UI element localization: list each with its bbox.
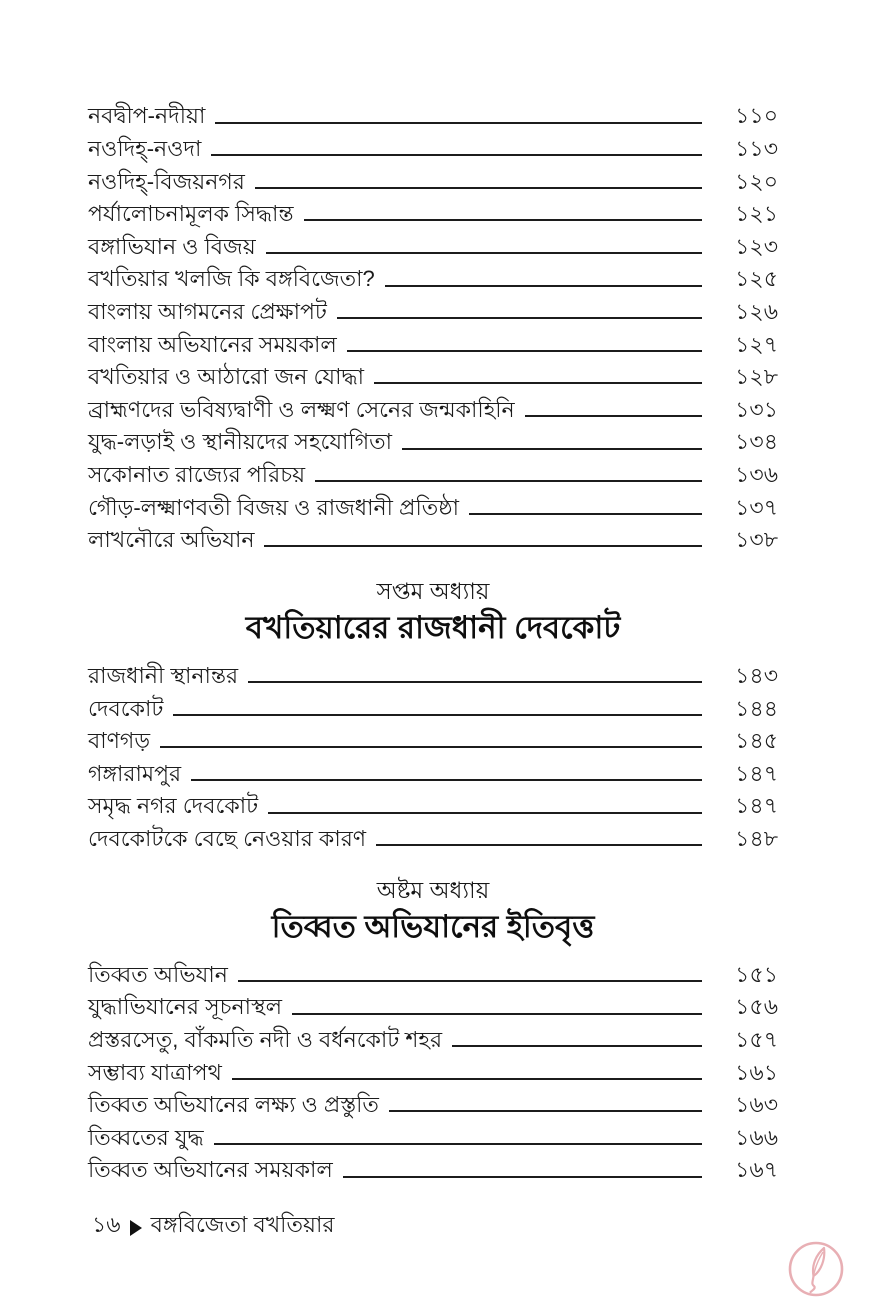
toc-entry-page-number: ১৪৩ [735, 662, 778, 688]
toc-entry-title: নওদিহ্-নওদা [88, 136, 202, 161]
toc-entry [88, 520, 778, 553]
leader-line [211, 154, 702, 156]
toc-entry-page-number: ১৪৭ [735, 760, 778, 786]
toc-entry-title: তিব্বত অভিযান [88, 961, 228, 987]
leader-line [337, 317, 702, 319]
toc-entry-page-number: ১২৬ [735, 298, 778, 324]
toc-entry-title: বাংলায় আগমনের প্রেক্ষাপট [88, 298, 327, 324]
leader-line [173, 714, 702, 716]
page-footer [92, 1208, 334, 1245]
toc-entry [88, 194, 778, 227]
toc-entry-page-number: ১৬৬ [735, 1124, 778, 1150]
toc-entry-title: দেবকোটকে বেছে নেওয়ার কারণ [88, 825, 367, 851]
leader-line [315, 480, 702, 482]
leader-line [402, 448, 702, 450]
toc-entry [88, 487, 778, 520]
toc-entry-title: প্রস্তরসেতু, বাঁকমতি নদী ও বর্ধনকোট শহর [88, 1026, 443, 1052]
toc-entry-page-number: ১৫১ [735, 961, 778, 987]
toc-entry [88, 688, 778, 721]
leader-line [191, 779, 702, 781]
toc-entry-title: সম্ভাব্য যাত্রাপথ [88, 1059, 222, 1085]
toc-entry-page-number: ১২৫ [735, 266, 778, 292]
leader-line [525, 415, 702, 417]
leader-line [385, 285, 702, 287]
toc-entry-page-number: ১২৩ [735, 233, 778, 259]
leader-line [343, 1176, 702, 1178]
leader-line [374, 382, 702, 384]
leader-line [215, 122, 702, 124]
toc-entry-page-number: ১৪৪ [735, 695, 778, 721]
toc-entry [88, 324, 778, 357]
toc-entry [88, 259, 778, 292]
leader-line [292, 1013, 702, 1015]
toc-entry [88, 1020, 778, 1053]
toc-entry-title: বখতিয়ার খলজি কি বঙ্গবিজেতা? [88, 266, 375, 292]
leader-line [268, 812, 702, 814]
toc-entry [88, 455, 778, 488]
toc-entry-title: দেবকোট [88, 695, 164, 721]
toc-entry-page-number: ১৫৭ [735, 1026, 778, 1052]
leader-line [266, 252, 702, 254]
chapter-heading [88, 877, 778, 944]
toc-entry [88, 656, 778, 689]
toc-entry-page-number: ১৬১ [735, 1059, 778, 1085]
toc-section [88, 578, 778, 851]
toc-entry-page-number: ১২৭ [735, 331, 778, 357]
leader-line [264, 545, 702, 547]
chapter-label: অষ্টম অধ্যায় [376, 877, 490, 904]
toc-entry [88, 292, 778, 325]
toc-entry-title: তিব্বতের যুদ্ধ [88, 1124, 204, 1150]
toc-entry-title: যুদ্ধাভিযানের সূচনাস্থল [88, 994, 282, 1020]
toc-entry-page-number: ১২০ [735, 168, 778, 194]
leader-line [469, 513, 702, 515]
table-of-contents [88, 96, 778, 1183]
toc-entry-title: লাখনৌরে অভিযান [88, 527, 255, 553]
toc-entry [88, 389, 778, 422]
toc-entry-page-number: ১৩৬ [735, 461, 778, 487]
toc-entry-page-number: ১৩১ [735, 396, 778, 422]
toc-entry [88, 819, 778, 852]
toc-entry-title: গৌড়-লক্ষ্মাণবতী বিজয় ও রাজধানী প্রতিষ্ঠা [88, 494, 459, 520]
toc-entry [88, 1117, 778, 1150]
toc-entry [88, 1085, 778, 1118]
chapter-label: সপ্তম অধ্যায় [376, 578, 490, 605]
toc-entry-title: নবদ্বীপ-নদীয়া [88, 103, 206, 129]
toc-rows [88, 656, 778, 852]
toc-section [88, 877, 778, 1182]
toc-entry [88, 1150, 778, 1183]
toc-entry-page-number: ১৩৭ [735, 494, 778, 520]
right-triangle-icon [130, 1220, 142, 1236]
leader-line [232, 1078, 702, 1080]
toc-entry [88, 954, 778, 987]
toc-entry-page-number: ১৩৪ [735, 429, 778, 455]
toc-entry-title: বাণগড় [88, 728, 151, 754]
toc-entry-title: বাংলায় অভিযানের সময়কাল [88, 331, 337, 357]
toc-entry [88, 161, 778, 194]
toc-entry-title: ব্রাহ্মণদের ভবিষ্যদ্বাণী ও লক্ষ্মণ সেনের জন্মকাহিনি [88, 396, 515, 422]
leader-line [389, 1110, 702, 1112]
toc-entry-page-number: ১৬৭ [735, 1157, 778, 1183]
toc-entry-title: তিব্বত অভিযানের সময়কাল [88, 1157, 333, 1183]
leader-line [304, 219, 702, 221]
footer-book-title: বঙ্গবিজেতা বখতিয়ার [150, 1212, 335, 1237]
toc-entry-title: বখতিয়ার ও আঠারো জন যোদ্ধা [88, 364, 365, 390]
toc-entry [88, 786, 778, 819]
toc-entry-page-number: ১২৮ [735, 364, 778, 390]
toc-entry-page-number: ১২১ [735, 201, 778, 227]
toc-entry [88, 721, 778, 754]
chapter-title: বখতিয়ারের রাজধানী দেবকোট [245, 609, 621, 645]
toc-entry-page-number: ১১০ [735, 103, 778, 129]
toc-entry-title: বঙ্গাভিযান ও বিজয় [88, 233, 256, 259]
toc-entry-page-number: ১১৩ [735, 136, 778, 161]
toc-entry-page-number: ১৬৩ [735, 1092, 778, 1118]
toc-entry-page-number: ১৪৮ [735, 825, 778, 851]
toc-entry-title: তিব্বত অভিযানের লক্ষ্য ও প্রস্তুতি [88, 1092, 379, 1118]
chapter-heading [88, 578, 778, 645]
toc-rows [88, 96, 778, 552]
toc-entry [88, 129, 778, 162]
toc-entry [88, 357, 778, 390]
leader-line [347, 350, 702, 352]
leader-line [160, 746, 702, 748]
toc-entry [88, 1052, 778, 1085]
leader-line [248, 681, 702, 683]
toc-entry-title: সকোনাত রাজ্যের পরিচয় [88, 461, 306, 487]
quill-in-circle-watermark-icon [786, 1238, 846, 1298]
toc-entry-page-number: ১৫৬ [735, 994, 778, 1020]
toc-entry-title: রাজধানী স্থানান্তর [88, 662, 239, 688]
footer-page-number: ১৬ [92, 1212, 121, 1237]
toc-entry-page-number: ১৪৫ [735, 728, 778, 754]
toc-section [88, 96, 778, 552]
toc-entry-title: যুদ্ধ-লড়াই ও স্থানীয়দের সহযোগিতা [88, 429, 392, 455]
toc-entry-title: নওদিহ্-বিজয়নগর [88, 168, 245, 194]
toc-entry-page-number: ১৪৭ [735, 793, 778, 819]
leader-line [376, 844, 702, 846]
leader-line [214, 1143, 702, 1145]
toc-entry-page-number: ১৩৮ [735, 527, 778, 553]
toc-entry [88, 96, 778, 129]
toc-entry-title: গঙ্গারামপুর [88, 760, 182, 786]
chapter-title: তিব্বত অভিযানের ইতিবৃত্ত [271, 908, 595, 944]
leader-line [238, 980, 702, 982]
toc-entry-title: পর্যালোচনামূলক সিদ্ধান্ত [88, 201, 294, 227]
leader-line [255, 187, 702, 189]
toc-entry [88, 987, 778, 1020]
toc-entry [88, 753, 778, 786]
toc-entry [88, 422, 778, 455]
toc-rows [88, 954, 778, 1182]
toc-entry-title: সমৃদ্ধ নগর দেবকোট [88, 793, 259, 819]
leader-line [452, 1045, 702, 1047]
toc-entry [88, 226, 778, 259]
